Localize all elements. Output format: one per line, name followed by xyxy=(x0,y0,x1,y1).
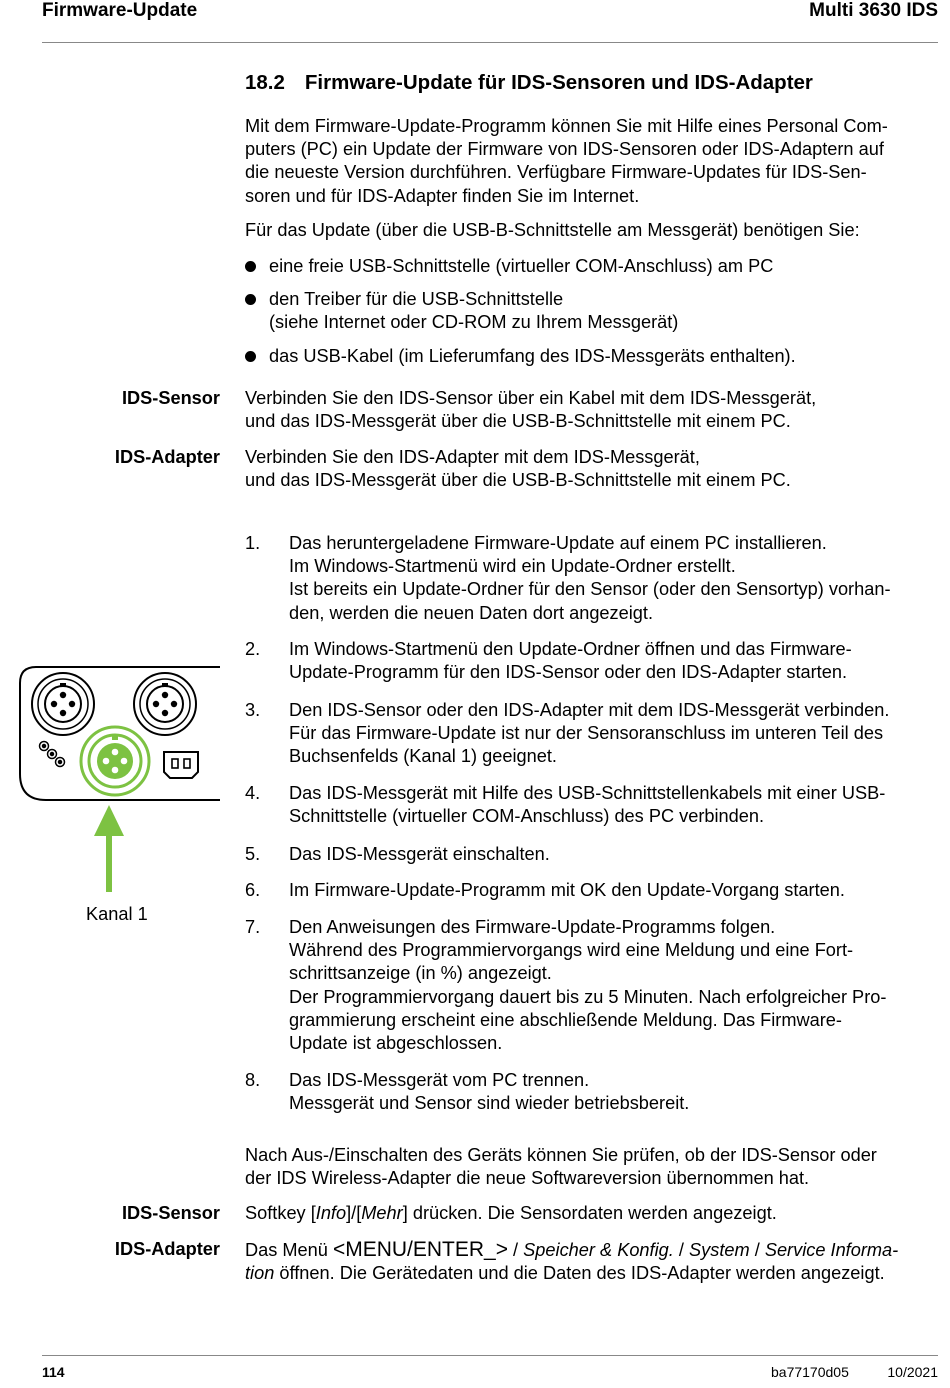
text-line: und das IDS-Messgerät über die USB-B-Schnittstelle mit einem PC. xyxy=(245,470,791,491)
text-line: der IDS Wireless-Adapter die neue Softwareversion übernommen hat. xyxy=(245,1168,810,1189)
side-label-ids-adapter: IDS-Adapter xyxy=(114,1239,220,1259)
softkey-mehr: Mehr xyxy=(361,1203,403,1223)
step-line: grammierung erscheint eine abschließende Meldung. Das Firmware- xyxy=(289,1009,842,1030)
menu-key-label: <MENU/ENTER_> xyxy=(332,1238,508,1261)
step-line: Den Anweisungen des Firmware-Update-Programms folgen. xyxy=(289,917,776,937)
running-header-right: Multi 3630 IDS xyxy=(809,0,938,21)
text-span: / xyxy=(508,1240,524,1260)
usb-b-port-icon xyxy=(164,752,198,778)
intro-line: soren und für IDS-Adapter finden Sie im Internet. xyxy=(245,185,640,206)
bullet-line: den Treiber für die USB-Schnittstelle xyxy=(269,289,564,309)
text-line: Nach Aus-/Einschalten des Geräts können Sie prüfen, ob der IDS-Sensor oder xyxy=(245,1145,877,1165)
step-number: 8. xyxy=(245,1070,261,1090)
connect-adapter-text xyxy=(245,446,935,492)
step-line: Im Windows-Startmenü wird ein Update-Ordner erstellt. xyxy=(289,556,736,577)
connect-sensor-text xyxy=(245,387,935,433)
bullet-icon xyxy=(245,294,256,305)
step-line: Der Programmiervorgang dauert bis zu 5 Minuten. Nach erfolgreicher Pro- xyxy=(289,986,887,1007)
text-span: / xyxy=(749,1240,765,1260)
side-label-ids-adapter: IDS-Adapter xyxy=(114,447,220,467)
page-number: 114 xyxy=(42,1364,65,1380)
step-number: 4. xyxy=(245,783,261,803)
step-line: Im Firmware-Update-Programm mit OK den Update-Vorgang starten. xyxy=(289,880,845,900)
intro-line: die neueste Version durchführen. Verfügbare Firmware-Updates für IDS-Sen- xyxy=(245,162,867,183)
section-title-text: Firmware-Update für IDS-Sensoren und IDS-Adapter xyxy=(304,71,813,94)
requirements-lead: Für das Update (über die USB-B-Schnittstelle am Messgerät) benötigen Sie: xyxy=(245,220,860,240)
check-sensor-text xyxy=(245,1202,935,1225)
step-line: Messgerät und Sensor sind wieder betriebsbereit. xyxy=(289,1093,690,1114)
menu-path-item: System xyxy=(689,1240,750,1260)
step-line: Im Windows-Startmenü den Update-Ordner öffnen und das Firmware- xyxy=(289,639,852,659)
step-line: Update-Programm für den IDS-Sensor oder den IDS-Adapter starten. xyxy=(289,662,848,683)
step-number: 7. xyxy=(245,917,261,937)
running-header-left: Firmware-Update xyxy=(42,0,198,21)
menu-path-item: Service Informa- xyxy=(764,1240,899,1260)
menu-path-item: tion xyxy=(245,1263,275,1284)
step-line: Das IDS-Messgerät vom PC trennen. xyxy=(289,1070,590,1090)
step-line: schrittsanzeige (in %) angezeigt. xyxy=(289,963,552,984)
text-line: Verbinden Sie den IDS-Sensor über ein Kabel mit dem IDS-Messgerät, xyxy=(245,388,817,408)
figure-caption: Kanal 1 xyxy=(86,904,148,924)
footer-rule xyxy=(42,1355,938,1356)
intro-line: Mit dem Firmware-Update-Programm können Sie mit Hilfe eines Personal Com- xyxy=(245,116,888,136)
socket-top-left-icon xyxy=(32,673,94,735)
step-number: 1. xyxy=(245,533,261,553)
step-line: Buchsenfelds (Kanal 1) geeignet. xyxy=(289,746,557,767)
check-intro xyxy=(245,1144,935,1190)
bullet-line: (siehe Internet oder CD-ROM zu Ihrem Messgerät) xyxy=(269,312,679,333)
step-line: Für das Firmware-Update ist nur der Sensoranschluss im unteren Teil des xyxy=(289,723,884,744)
step-number: 3. xyxy=(245,700,261,720)
step-line: Den IDS-Sensor oder den IDS-Adapter mit dem IDS-Messgerät verbinden. xyxy=(289,700,890,720)
text-span: öffnen. Die Gerätedaten und die Daten des IDS-Adapter werden angezeigt. xyxy=(274,1263,885,1284)
bullet-line: das USB-Kabel (im Lieferumfang des IDS-Messgeräts enthalten). xyxy=(269,346,796,366)
text-line: und das IDS-Messgerät über die USB-B-Schnittstelle mit einem PC. xyxy=(245,411,791,432)
header-rule xyxy=(42,42,938,43)
section-number: 18.2 xyxy=(245,71,285,94)
socket-top-right-icon xyxy=(134,673,196,735)
section-title xyxy=(245,71,813,95)
bullet-icon xyxy=(245,351,256,362)
connector-panel-figure xyxy=(14,662,224,900)
step-line: Update ist abgeschlossen. xyxy=(289,1033,503,1054)
softkey-info: Info xyxy=(315,1203,347,1223)
step-number: 6. xyxy=(245,880,261,900)
bullet-line: eine freie USB-Schnittstelle (virtueller COM-Anschluss) am PC xyxy=(269,256,774,276)
side-label-ids-sensor: IDS-Sensor xyxy=(121,388,220,408)
intro-paragraph xyxy=(245,115,935,208)
small-sockets-icon xyxy=(40,742,65,767)
text-line: Verbinden Sie den IDS-Adapter mit dem IDS-Messgerät, xyxy=(245,447,700,467)
step-number: 5. xyxy=(245,844,261,864)
text-span: ] drücken. Die Sensordaten werden angezeigt. xyxy=(402,1203,777,1223)
step-line: Das IDS-Messgerät einschalten. xyxy=(289,844,550,864)
step-line: Während des Programmiervorgangs wird eine Meldung und eine Fort- xyxy=(289,940,854,961)
step-line: Das IDS-Messgerät mit Hilfe des USB-Schnittstellenkabels mit einer USB- xyxy=(289,783,886,803)
text-span: / xyxy=(673,1240,689,1260)
menu-path-item: Speicher & Konfig. xyxy=(523,1240,674,1260)
doc-number: ba77170d05 xyxy=(771,1364,849,1380)
step-line: den, werden die neuen Daten dort angezeigt. xyxy=(289,602,654,623)
step-number: 2. xyxy=(245,639,261,659)
text-span: Das Menü xyxy=(245,1240,333,1260)
side-label-ids-sensor: IDS-Sensor xyxy=(121,1203,220,1223)
text-span: Softkey [ xyxy=(245,1203,316,1223)
step-line: Das heruntergeladene Firmware-Update auf einem PC installieren. xyxy=(289,533,827,553)
text-span: ]/[ xyxy=(346,1203,362,1223)
arrow-up-icon xyxy=(94,805,124,892)
channel-1-socket-icon xyxy=(81,727,149,795)
step-line: Ist bereits ein Update-Ordner für den Sensor (oder den Sensortyp) vorhan- xyxy=(289,579,891,600)
intro-line: puters (PC) ein Update der Firmware von IDS-Sensoren oder IDS-Adaptern auf xyxy=(245,139,884,160)
bullet-icon xyxy=(245,261,256,272)
doc-date: 10/2021 xyxy=(887,1364,938,1380)
step-line: Schnittstelle (virtueller COM-Anschluss) des PC verbinden. xyxy=(289,806,765,827)
check-adapter-text xyxy=(245,1238,935,1285)
